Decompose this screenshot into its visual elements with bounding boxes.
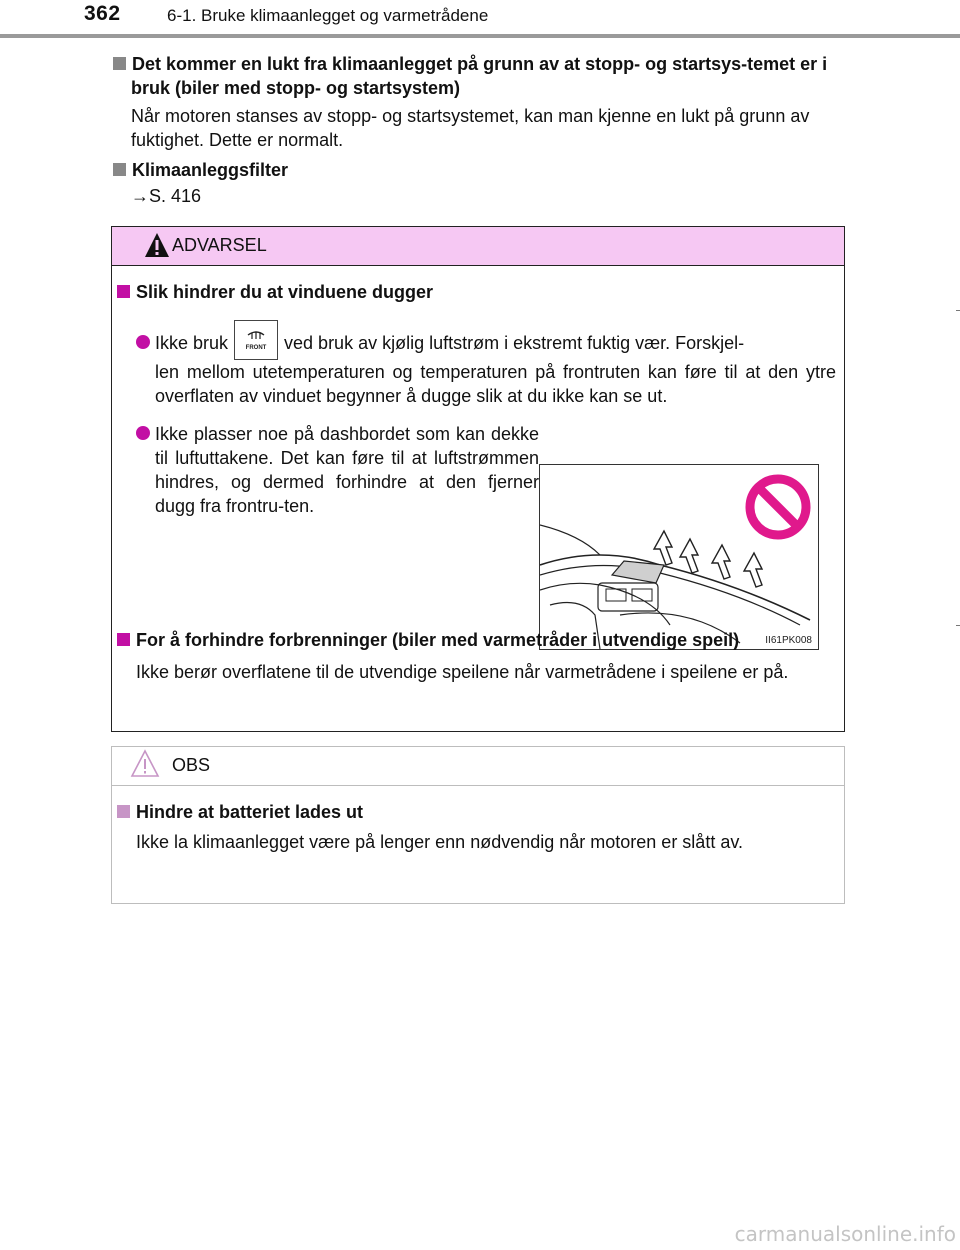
section-filter (113, 158, 843, 208)
subsection-square-icon (117, 805, 130, 818)
subsection-title: For å forhindre forbrenninger (biler med varmetråder i utvendige speil) (136, 630, 740, 650)
dashboard-drawing (540, 465, 818, 649)
warning-box (111, 226, 845, 732)
notice-header (112, 747, 844, 786)
watermark: carmanualsonline.info (734, 1222, 956, 1246)
bullet-defog-continued: len mellom utetemperaturen og temperaturen på frontruten kan føre til at den ytre overflaten av vinduet begynner å dugge slik at du ikke kan se ut. (155, 362, 836, 406)
subsection-title: Hindre at batteriet lades ut (136, 802, 364, 822)
bullet-dot-icon (136, 335, 150, 349)
section-square-icon (113, 163, 126, 176)
chapter-title: 6-1. Bruke klimaanlegget og varmetrådene (167, 6, 489, 25)
bullet-dot-icon (136, 426, 150, 440)
dashboard-illustration (539, 464, 819, 650)
subsection-square-icon (117, 633, 130, 646)
bullet-defog: Ikke bruk FRONT ved bruk av kjølig luftstrøm i ekstremt fuktig vær. Forskjel- (136, 324, 836, 364)
front-icon-label: FRONT (245, 345, 267, 351)
bullet-dashboard: Ikke plasser noe på dashbordet som kan dekke til luftuttakene. Det kan føre til at luftstrømmen hindres, og dermed forhindre at den fjerner dugg fra frontru-ten. (136, 422, 539, 518)
subsection-title: Slik hindrer du at vinduene dugger (136, 282, 434, 302)
front-defroster-button-icon (234, 320, 278, 360)
section-title: Klimaanleggsfilter (132, 160, 289, 180)
image-code: II61PK008 (765, 635, 812, 646)
warning-header (112, 227, 844, 266)
section-body: Når motoren stanses av stopp- og startsystemet, kan man kjenne en lukt på grunn av fuktighet. Dette er normalt. (131, 106, 810, 150)
notice-label: OBS (172, 755, 211, 775)
page-reference-link[interactable]: →S. 416 (131, 186, 202, 206)
warning-label: ADVARSEL (172, 235, 267, 255)
caution-triangle-icon (130, 749, 160, 779)
notice-box (111, 746, 845, 904)
subsection-square-icon (117, 285, 130, 298)
header-rule (0, 34, 960, 38)
section-square-icon (113, 57, 126, 70)
edge-mark (956, 625, 960, 626)
battery-notice-text: Ikke la klimaanlegget være på lenger enn nødvendig når motoren er slått av. (136, 832, 743, 852)
warning-triangle-icon (144, 231, 170, 259)
edge-mark (956, 310, 960, 311)
section-odor (113, 52, 843, 152)
section-title: Det kommer en lukt fra klimaanlegget på grunn av at stopp- og startsys-temet er i bruk (biler med stopp- og startsystem) (131, 54, 828, 98)
page-number: 362 (84, 2, 121, 25)
burn-warning-text: Ikke berør overflatene til de utvendige speilene når varmetrådene i speilene er på. (136, 662, 789, 682)
